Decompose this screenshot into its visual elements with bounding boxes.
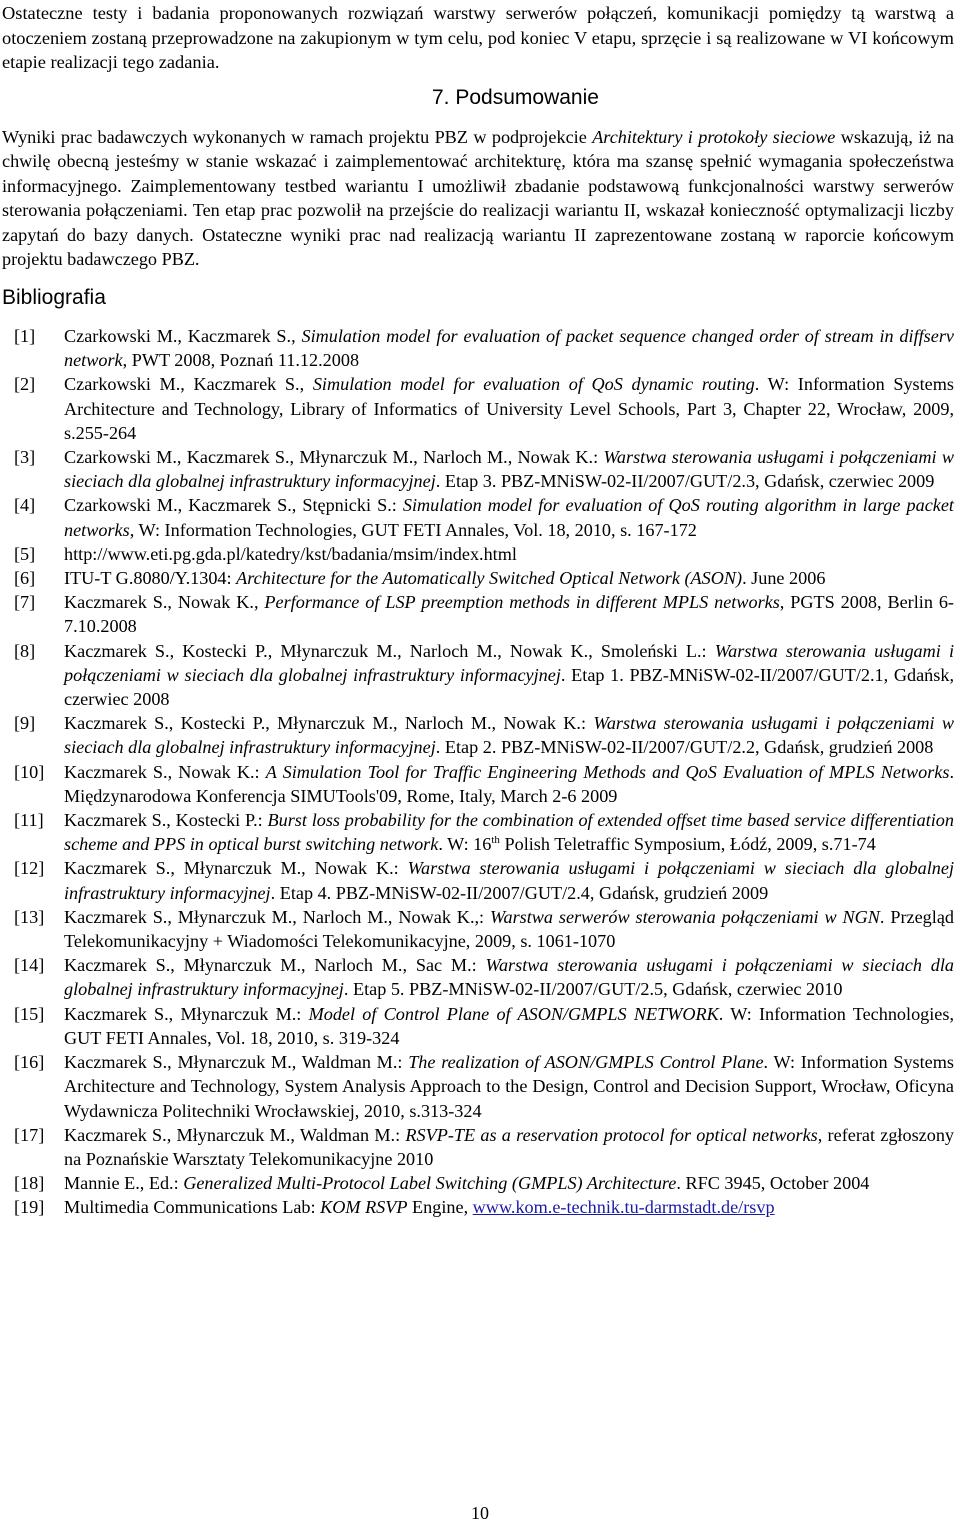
reference-number: [16] — [14, 1052, 45, 1073]
reference-item — [14, 1002, 954, 1050]
reference-details: . Etap 3. PBZ-MNiSW-02-II/2007/GUT/2.3, Gdańsk, czerwiec 2009 — [435, 471, 935, 492]
reference-number: [13] — [14, 906, 45, 927]
reference-details: , referat zgłoszony na Poznańskie Warsztaty Telekomunikacyjne 2010 — [64, 1124, 955, 1169]
reference-details: . Etap 1. PBZ-MNiSW-02-II/2007/GUT/2.1, Gdańsk, czerwiec 2008 — [64, 664, 954, 710]
reference-item — [14, 711, 954, 759]
reference-number: [11] — [14, 810, 44, 831]
reference-item — [14, 856, 954, 904]
reference-details-cont: Polish Teletraffic Symposium, Łódź, 2009, s.71-74 — [499, 834, 876, 855]
reference-details: , PGTS 2008, Berlin 6-7.10.2008 — [64, 592, 954, 637]
reference-title: Warstwa sterowania usługami i połączeniami w sieciach dla globalnej infrastruktury informacyjnej — [64, 955, 954, 1000]
reference-authors: Kaczmarek S., Kostecki P., Młynarczuk M., Narloch M., Nowak K., Smoleński L.: — [64, 640, 715, 661]
reference-text — [64, 566, 954, 590]
reference-title: Warstwa sterowania usługami i połączeniami w sieciach dla globalnej infrastruktury informacyjnej — [64, 713, 954, 758]
reference-number: [5] — [14, 543, 36, 564]
reference-authors: Multimedia Communications Lab: — [64, 1197, 321, 1218]
reference-details: . Międzynarodowa Konferencja SIMUTools'09, Rome, Italy, March 2-6 2009 — [64, 761, 954, 806]
reference-number: [8] — [14, 640, 36, 661]
reference-title: Simulation model for evaluation of QoS dynamic routing — [312, 374, 755, 395]
reference-authors: ITU-T G.8080/Y.1304: — [64, 568, 237, 589]
reference-text — [64, 590, 954, 638]
reference-number: [10] — [14, 761, 45, 782]
reference-details: . Przegląd Telekomunikacyjny + Wiadomości Telekomunikacyjne, 2009, s. 1061-1070 — [64, 906, 954, 952]
reference-text — [64, 1195, 954, 1219]
reference-title: Simulation model for evaluation of packet sequence changed order of stream in diffserv network — [64, 326, 954, 371]
section-heading: 7. Podsumowanie — [432, 86, 599, 109]
reference-item — [14, 372, 954, 445]
reference-item — [14, 590, 954, 638]
reference-title: A Simulation Tool for Traffic Engineering Methods and QoS Evaluation of MPLS Networks — [265, 761, 950, 782]
reference-item — [14, 1195, 954, 1219]
reference-number: [12] — [14, 858, 45, 879]
reference-details: , PWT 2008, Poznań 11.12.2008 — [122, 350, 360, 371]
reference-details: . Etap 5. PBZ-MNiSW-02-II/2007/GUT/2.5, Gdańsk, czerwiec 2010 — [343, 979, 843, 1000]
reference-text — [64, 760, 954, 808]
reference-authors: Kaczmarek S., Młynarczuk M., Waldman M.: — [64, 1052, 409, 1073]
reference-authors: Kaczmarek S., Młynarczuk M., Narloch M., Sac M.: — [64, 955, 486, 976]
page-number: 10 — [471, 1503, 489, 1523]
reference-title: KOM RSVP — [320, 1197, 408, 1218]
reference-item — [14, 760, 954, 808]
reference-text — [64, 639, 954, 712]
reference-number: [17] — [14, 1124, 45, 1145]
reference-authors: Czarkowski M., Kaczmarek S., Stępnicki S.: — [64, 495, 403, 516]
reference-text — [64, 808, 954, 856]
reference-title: RSVP-TE as a reservation protocol for optical networks — [405, 1124, 818, 1145]
bibliography-heading: Bibliografia — [2, 286, 106, 309]
reference-details: . June 2006 — [742, 568, 826, 589]
reference-superscript: th — [491, 834, 500, 847]
reference-item — [14, 566, 954, 590]
reference-number: [6] — [14, 568, 36, 589]
reference-item — [14, 445, 954, 493]
reference-number: [18] — [14, 1173, 45, 1194]
reference-title: Architecture for the Automatically Switched Optical Network (ASON) — [236, 568, 743, 589]
reference-title: Generalized Multi-Protocol Label Switching (GMPLS) Architecture — [183, 1173, 677, 1194]
reference-text — [64, 493, 954, 541]
reference-authors: Kaczmarek S., Młynarczuk M., Waldman M.: — [64, 1124, 406, 1145]
reference-text — [64, 542, 954, 566]
reference-number: [14] — [14, 955, 45, 976]
reference-title: Model of Control Plane of ASON/GMPLS NETWORK — [308, 1003, 719, 1024]
reference-list — [14, 324, 954, 1220]
reference-authors: http://www.eti.pg.gda.pl/katedry/kst/badania/msim/index.html — [64, 543, 517, 564]
reference-item — [14, 905, 954, 953]
reference-item — [14, 324, 954, 372]
reference-link[interactable]: www.kom.e-technik.tu-darmstadt.de/rsvp — [472, 1197, 775, 1218]
reference-details: . Etap 4. PBZ-MNiSW-02-II/2007/GUT/2.4, Gdańsk, grudzień 2009 — [270, 882, 769, 903]
reference-details: . W: Information Systems Architecture and Technology, System Analysis Approach to the Design, Control and Decision Support, Wrocław, Oficyna Wydawnicza Politechniki Wrocławskiej, 2010, s.313-324 — [64, 1052, 954, 1121]
reference-authors: Kaczmarek S., Młynarczuk M., Narloch M., Nowak K.,: — [64, 906, 490, 927]
summary-text-1: Wyniki prac badawczych wykonanych w ramach projektu PBZ w podprojekcie — [2, 127, 593, 147]
reference-item — [14, 639, 954, 712]
reference-number: [15] — [14, 1003, 45, 1024]
reference-title: Simulation model for evaluation of QoS routing algorithm in large packet networks — [64, 495, 954, 540]
reference-authors: Kaczmarek S., Młynarczuk M., Nowak K.: — [64, 858, 408, 879]
reference-title: Warstwa sterowania usługami i połączeniami w sieciach dla globalnej infrastruktury informacyjnej — [64, 640, 955, 685]
reference-item — [14, 1171, 954, 1195]
reference-item — [14, 953, 954, 1001]
summary-paragraph — [2, 125, 954, 271]
reference-item — [14, 1123, 954, 1171]
reference-text — [64, 445, 954, 493]
reference-number: [19] — [14, 1197, 45, 1218]
reference-details: . W: Information Technologies, GUT FETI Annales, Vol. 18, 2010, s. 319-324 — [64, 1003, 955, 1048]
reference-authors: Mannie E., Ed.: — [64, 1173, 184, 1194]
reference-text — [64, 1002, 954, 1050]
summary-italic: Architektury i protokoły sieciowe — [592, 127, 836, 147]
reference-authors: Kaczmarek S., Młynarczuk M.: — [64, 1003, 309, 1024]
reference-title: Warstwa serwerów sterowania połączeniami w NGN — [490, 906, 880, 927]
reference-text — [64, 856, 954, 904]
reference-details: . RFC 3945, October 2004 — [676, 1173, 870, 1194]
reference-details: . W: 16 — [438, 834, 492, 855]
reference-text — [64, 905, 954, 953]
reference-text — [64, 1050, 954, 1123]
reference-item — [14, 808, 954, 856]
summary-text-2: wskazują, iż na chwilę obecną jesteśmy w stanie wskazać i zaimplementować architekturę, która ma szansę spełnić wymagania społeczeństwa informacyjnego. Zaimplementowany testbed wariantu I umożliwił zbadanie podstawową funkcjonalności warstwy serwerów sterowania połączeniami. Ten etap prac pozwolił na przejście do realizacji wariantu II, wskazał konieczność optymalizacji liczby zapytań do bazy danych. Ostateczne wyniki prac nad realizacją wariantu II zaprezentowane zostaną w raporcie końcowym projektu badawczego PBZ. — [2, 127, 954, 270]
reference-authors: Czarkowski M., Kaczmarek S., — [64, 326, 302, 346]
reference-text — [64, 953, 954, 1001]
reference-authors: Kaczmarek S., Kostecki P., Młynarczuk M., Narloch M., Nowak K.: — [64, 713, 594, 734]
reference-text — [64, 711, 954, 759]
reference-number: [7] — [14, 592, 36, 613]
reference-text — [64, 1171, 954, 1195]
reference-details: Engine, — [407, 1197, 473, 1218]
reference-item — [14, 493, 954, 541]
reference-number: [3] — [14, 447, 36, 468]
reference-authors: Kaczmarek S., Kostecki P.: — [64, 810, 268, 831]
reference-title: Warstwa sterowania usługami i połączeniami w sieciach dla globalnej infrastruktury informacyjnej — [64, 858, 954, 903]
reference-authors: Kaczmarek S., Nowak K.: — [64, 761, 266, 782]
reference-title: The realization of ASON/GMPLS Control Plane — [408, 1052, 764, 1073]
reference-authors: Kaczmarek S., Nowak K., — [64, 592, 265, 613]
reference-number: [1] — [14, 326, 36, 346]
reference-details: . W: Information Systems Architecture and Technology, Library of Informatics of University Level Schools, Part 3, Chapter 22, Wrocław, 2009, s.255-264 — [64, 374, 954, 443]
reference-item — [14, 542, 954, 566]
reference-number: [9] — [14, 713, 36, 734]
reference-title: Burst loss probability for the combination of extended offset time based service differentiation scheme and PPS in optical burst switching network — [64, 810, 954, 855]
reference-number: [2] — [14, 374, 36, 395]
reference-authors: Czarkowski M., Kaczmarek S., — [64, 374, 313, 395]
reference-details: . Etap 2. PBZ-MNiSW-02-II/2007/GUT/2.2, Gdańsk, grudzień 2008 — [435, 737, 934, 758]
reference-text — [64, 1123, 954, 1171]
reference-title: Performance of LSP preemption methods in different MPLS networks — [264, 592, 780, 613]
reference-number: [4] — [14, 495, 36, 516]
reference-text — [64, 324, 954, 372]
reference-details: , W: Information Technologies, GUT FETI Annales, Vol. 18, 2010, s. 167-172 — [129, 519, 697, 540]
reference-authors: Czarkowski M., Kaczmarek S., Młynarczuk M., Narloch M., Nowak K.: — [64, 447, 604, 468]
reference-text — [64, 372, 954, 445]
intro-paragraph: Ostateczne testy i badania proponowanych rozwiązań warstwy serwerów połączeń, komunikacji pomiędzy tą warstwą a otoczeniem zostaną przeprowadzone na zakupionym w tym celu, pod koniec V etapu, sprzęcie i są realizowane w VI końcowym etapie realizacji tego zadania. — [2, 3, 954, 72]
reference-title: Warstwa sterowania usługami i połączeniami w sieciach dla globalnej infrastruktury informacyjnej — [64, 447, 954, 492]
reference-item — [14, 1050, 954, 1123]
